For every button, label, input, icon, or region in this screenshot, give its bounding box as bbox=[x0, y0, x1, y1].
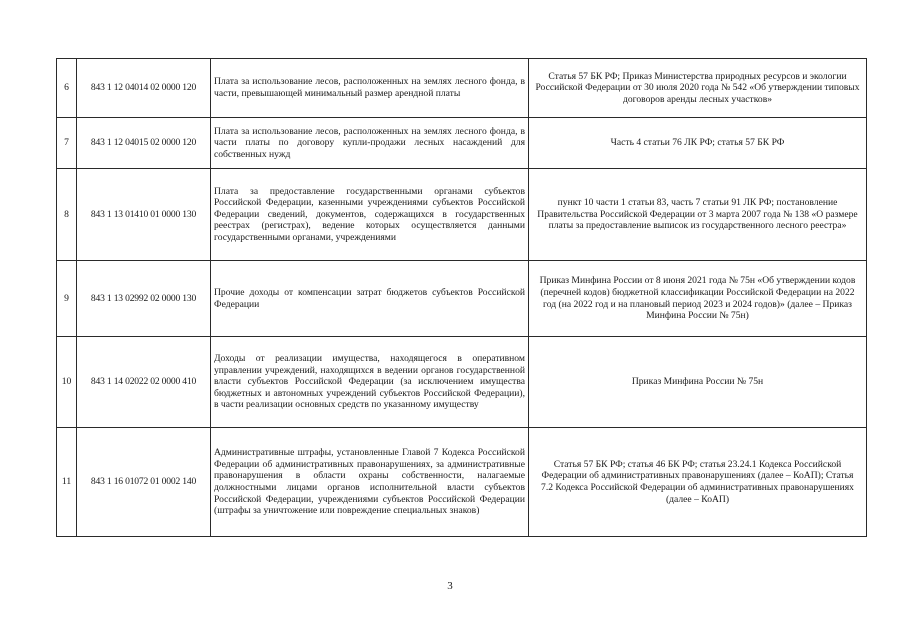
table-row bbox=[57, 118, 867, 169]
revenue-description: Прочие доходы от компенсации затрат бюджетов субъектов Российской Федерации bbox=[211, 261, 529, 337]
legal-basis: Приказ Минфина России № 75н bbox=[529, 337, 867, 428]
legal-basis: Приказ Минфина России от 8 июня 2021 года № 75н «Об утверждении кодов (перечней кодов) бюджетной классификации Российской Федерации на 2022 год (на 2022 год и на плановый период 2023 и 2024 годов)» (далее – Приказ Минфина России № 75н) bbox=[529, 261, 867, 337]
legal-basis: Статья 57 БК РФ; Приказ Министерства природных ресурсов и экологии Российской Федерации от 30 июля 2020 года № 542 «Об утверждении типовых договоров аренды лесных участков» bbox=[529, 59, 867, 118]
row-number: 10 bbox=[57, 337, 77, 428]
budget-code: 843 1 13 02992 02 0000 130 bbox=[77, 261, 211, 337]
revenue-codes-table bbox=[56, 58, 867, 537]
legal-basis: Часть 4 статьи 76 ЛК РФ; статья 57 БК РФ bbox=[529, 118, 867, 169]
row-number: 8 bbox=[57, 169, 77, 261]
legal-basis: пункт 10 части 1 статьи 83, часть 7 статьи 91 ЛК РФ; постановление Правительства Российской Федерации от 3 марта 2007 года № 138 «О размере платы за предоставление выписок из государственного лесного реестра» bbox=[529, 169, 867, 261]
budget-code: 843 1 13 01410 01 0000 130 bbox=[77, 169, 211, 261]
revenue-description: Доходы от реализации имущества, находящегося в оперативном управлении учреждений, находящихся в ведении органов государственной власти субъектов Российской Федерации (за исключением имущества бюджетных и автономных учреждений субъектов Российской Федерации), в части реализации основных средств по указанному имуществу bbox=[211, 337, 529, 428]
table-row bbox=[57, 261, 867, 337]
revenue-description: Плата за предоставление государственными органами субъектов Российской Федерации, казенными учреждениями субъектов Российской Федерации сведений, документов, содержащихся в государственных реестрах (регистрах), ведение которых осуществляется данными государственными органами, учреждениями bbox=[211, 169, 529, 261]
table-row bbox=[57, 169, 867, 261]
revenue-description: Плата за использование лесов, расположенных на землях лесного фонда, в части, превышающей минимальный размер арендной платы bbox=[211, 59, 529, 118]
revenue-description: Административные штрафы, установленные Главой 7 Кодекса Российской Федерации об административных правонарушениях, за административные правонарушения в области охраны собственности, налагаемые должностными лицами органов исполнительной власти субъектов Российской Федерации, учреждениями субъектов Российской Федерации (штрафы за уничтожение или повреждение специальных знаков) bbox=[211, 428, 529, 537]
table-row bbox=[57, 428, 867, 537]
revenue-description: Плата за использование лесов, расположенных на землях лесного фонда, в части платы по договору купли-продажи лесных насаждений для собственных нужд bbox=[211, 118, 529, 169]
budget-code: 843 1 14 02022 02 0000 410 bbox=[77, 337, 211, 428]
row-number: 6 bbox=[57, 59, 77, 118]
row-number: 9 bbox=[57, 261, 77, 337]
table-row bbox=[57, 337, 867, 428]
budget-code: 843 1 12 04014 02 0000 120 bbox=[77, 59, 211, 118]
legal-basis: Статья 57 БК РФ; статья 46 БК РФ; статья 23.24.1 Кодекса Российской Федерации об административных правонарушениях (далее – КоАП); Статья 7.2 Кодекса Российской Федерации об административных правонарушениях (далее – КоАП) bbox=[529, 428, 867, 537]
table-row bbox=[57, 59, 867, 118]
page-number: 3 bbox=[447, 580, 453, 592]
budget-code: 843 1 16 01072 01 0002 140 bbox=[77, 428, 211, 537]
budget-code: 843 1 12 04015 02 0000 120 bbox=[77, 118, 211, 169]
row-number: 7 bbox=[57, 118, 77, 169]
row-number: 11 bbox=[57, 428, 77, 537]
